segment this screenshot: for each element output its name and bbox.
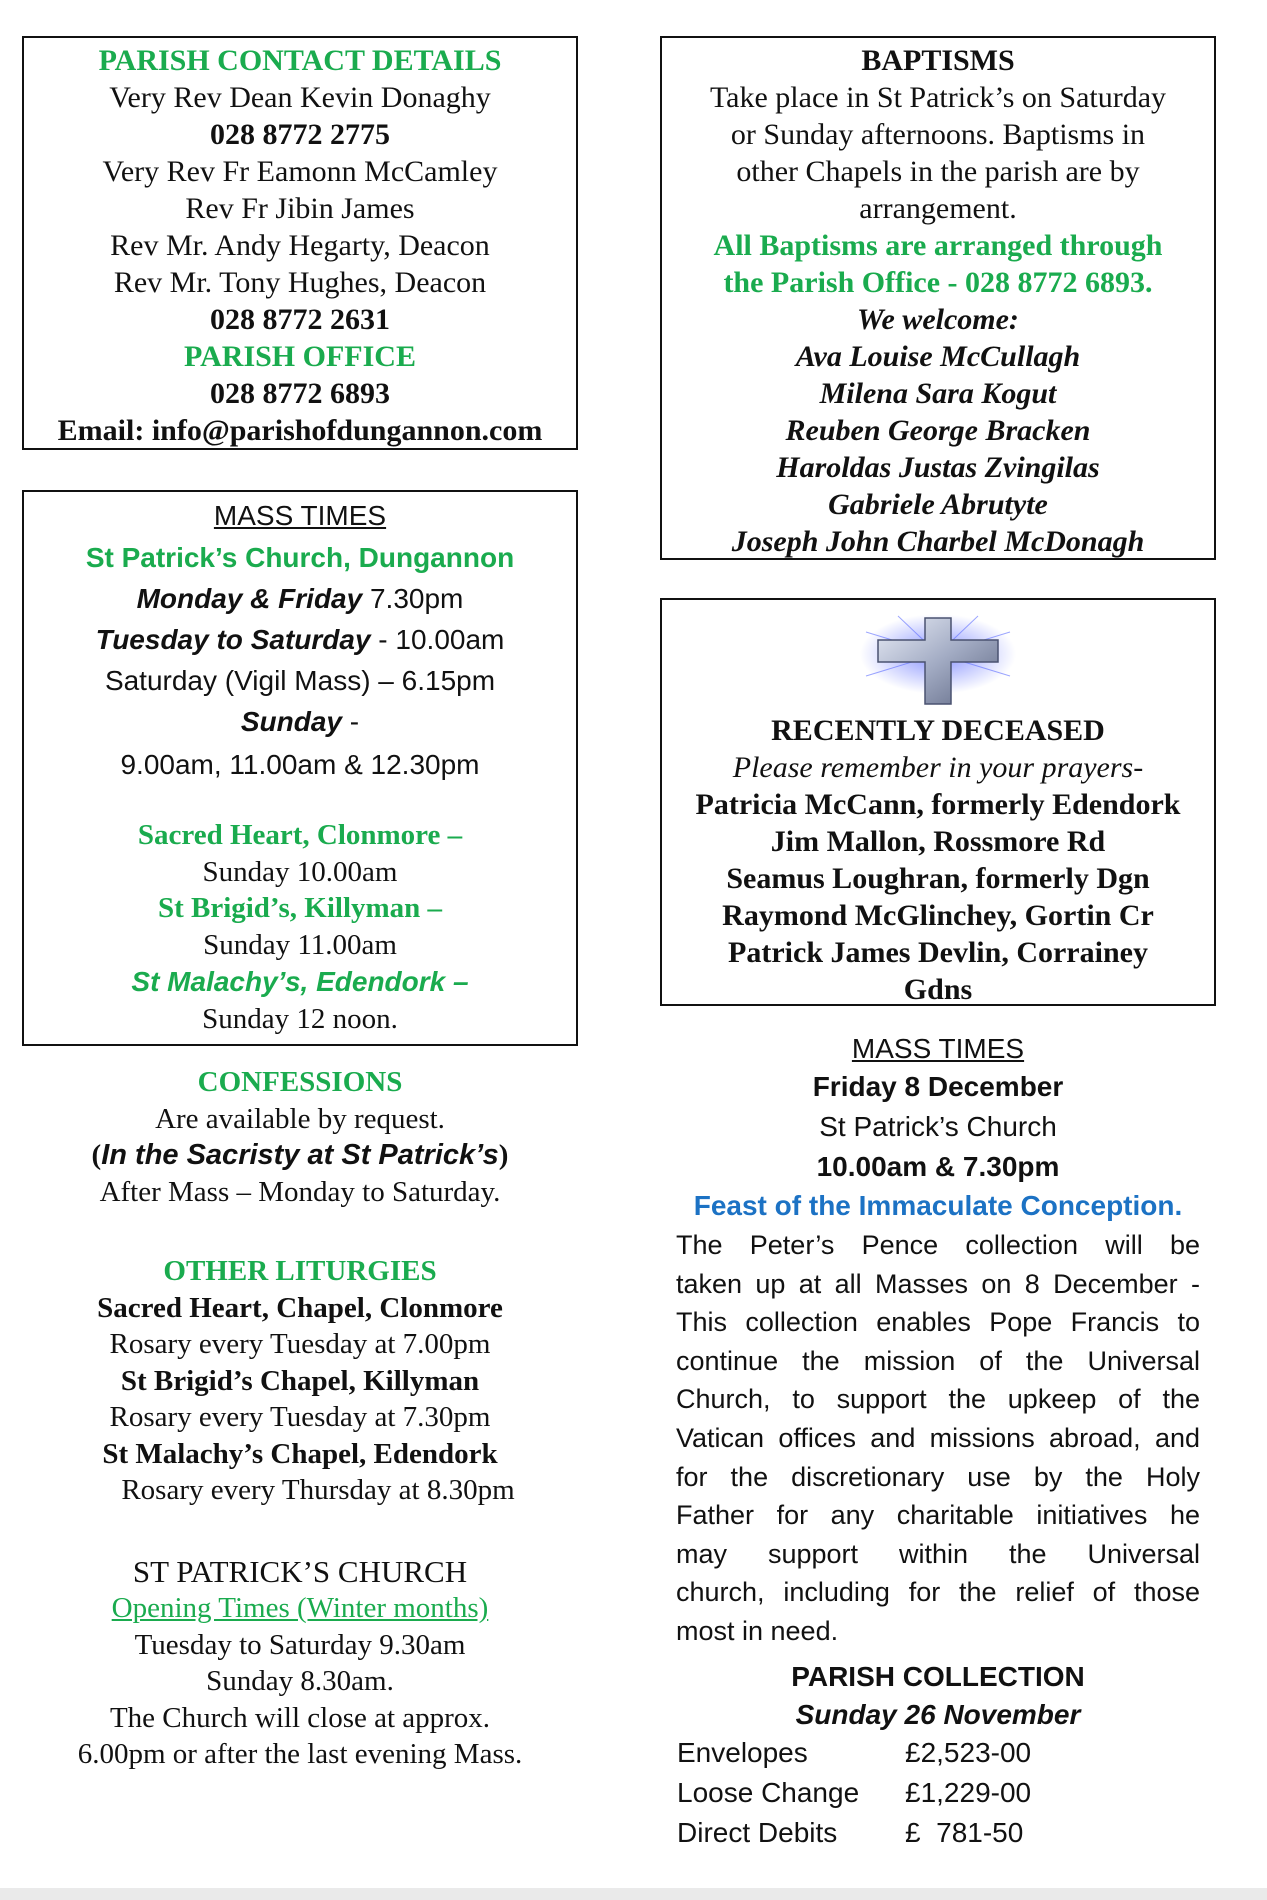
contact-phone-curates: 028 8772 2631: [210, 303, 390, 336]
baptisms-title: BAPTISMS: [861, 44, 1015, 77]
contact-name-hegarty: Rev Mr. Andy Hegarty, Deacon: [110, 229, 490, 262]
special-mass-times: 10.00am & 7.30pm: [816, 1150, 1060, 1182]
church-opening-line: Sunday 8.30am.: [206, 1665, 394, 1697]
paragraph-line: This collection enables Pope Francis to: [676, 1307, 1200, 1338]
baptism-name: Joseph John Charbel McDonagh: [731, 525, 1145, 558]
church-opening-line: Tuesday to Saturday 9.30am: [134, 1628, 466, 1661]
baptism-name: Reuben George Bracken: [785, 414, 1091, 447]
baptisms-line: arrangement.: [859, 192, 1017, 225]
special-mass-feast: Feast of the Immaculate Conception.: [693, 1190, 1183, 1221]
paragraph-line: Vatican offices and missions abroad, and: [676, 1422, 1200, 1453]
collection-label: Direct Debits: [677, 1817, 838, 1848]
collection-date: Sunday 26 November: [795, 1698, 1081, 1730]
mass-sunday-label: [24, 702, 576, 741]
contact-name-dean: Very Rev Dean Kevin Donaghy: [109, 81, 491, 114]
mass-st-brigid: St Brigid’s, Killyman –: [157, 892, 443, 924]
collection-amount: £ 781-50: [905, 1817, 1024, 1848]
mass-tue-sat-day: Tuesday to Saturday: [95, 624, 371, 655]
mass-mon-fri: [24, 579, 576, 618]
cross-icon: [858, 612, 1018, 708]
church-opening-line: 6.00pm or after the last evening Mass.: [77, 1738, 523, 1770]
baptisms-arranged: All Baptisms are arranged through: [713, 229, 1163, 262]
parish-office-phone: 028 8772 6893: [210, 377, 390, 410]
special-mass-church: St Patrick’s Church: [819, 1111, 1057, 1142]
mass-st-malachy: St Malachy’s, Edendork –: [131, 966, 469, 997]
mass-times-title: MASS TIMES: [213, 500, 387, 531]
liturgy-rosary: Rosary every Tuesday at 7.30pm: [109, 1401, 491, 1433]
mass-sunday-dash: -: [342, 706, 360, 737]
confessions-paren-close: ): [498, 1139, 509, 1171]
mass-times-box: [22, 490, 578, 1046]
baptism-name: Milena Sara Kogut: [819, 377, 1057, 410]
paragraph-line: Church, to support the upkeep of the: [676, 1384, 1200, 1415]
paragraph-line: Father for any charitable initiatives he: [676, 1500, 1200, 1531]
collection-amount: £1,229-00: [905, 1777, 1032, 1808]
special-mass-title: MASS TIMES: [851, 1033, 1025, 1064]
paragraph-line: The Peter’s Pence collection will be: [676, 1230, 1200, 1260]
collection-label: Loose Change: [677, 1777, 860, 1808]
collection-label: Envelopes: [677, 1737, 808, 1768]
page-bottom-border: [0, 1888, 1267, 1900]
paragraph-line: taken up at all Masses on 8 December -: [676, 1268, 1200, 1299]
mass-mon-fri-day: Monday & Friday: [136, 583, 363, 614]
confessions-line-2: [22, 1137, 578, 1174]
mass-mon-fri-time: 7.30pm: [362, 583, 464, 614]
collection-title: PARISH COLLECTION: [791, 1661, 1085, 1692]
church-opening-section: [22, 1553, 578, 1773]
baptisms-line: other Chapels in the parish are by: [736, 155, 1140, 188]
church-opening-subtitle: Opening Times (Winter months): [111, 1592, 489, 1624]
deceased-subtitle: Please remember in your prayers-: [732, 751, 1144, 784]
mass-times-church: St Patrick’s Church, Dungannon: [85, 542, 515, 573]
liturgy-place: St Brigid’s Chapel, Killyman: [120, 1364, 480, 1397]
liturgy-place: St Malachy’s Chapel, Edendork: [102, 1437, 498, 1470]
contact-title: PARISH CONTACT DETAILS: [98, 44, 502, 77]
deceased-name: Raymond McGlinchey, Gortin Cr: [722, 899, 1154, 932]
collection-row: [677, 1774, 1097, 1812]
parish-email[interactable]: Email: info@parishofdungannon.com: [57, 414, 543, 447]
spacer: [24, 784, 576, 817]
church-opening-line: The Church will close at approx.: [109, 1701, 491, 1734]
contact-box: [22, 36, 578, 450]
liturgy-rosary: Rosary every Tuesday at 7.00pm: [109, 1328, 491, 1360]
confessions-line-1: Are available by request.: [155, 1102, 445, 1135]
deceased-name: Seamus Loughran, formerly Dgn: [726, 862, 1150, 895]
paragraph-line: may support within the Universal: [676, 1538, 1200, 1569]
mass-sunday-times: 9.00am, 11.00am & 12.30pm: [120, 749, 480, 780]
deceased-title: RECENTLY DECEASED: [771, 714, 1105, 747]
mass-saturday-vigil: Saturday (Vigil Mass) – 6.15pm: [104, 665, 496, 696]
contact-name-mccamley: Very Rev Fr Eamonn McCamley: [102, 155, 498, 188]
collection-amount: £2,523-00: [905, 1737, 1032, 1768]
confessions-line-3: After Mass – Monday to Saturday.: [99, 1175, 501, 1208]
mass-sacred-heart: Sacred Heart, Clonmore –: [137, 819, 463, 851]
collection-row: [677, 1814, 1097, 1852]
baptism-name: Ava Louise McCullagh: [795, 340, 1081, 373]
confessions-paren-open: (: [91, 1139, 102, 1171]
special-mass-date: Friday 8 December: [812, 1070, 1064, 1102]
liturgy-rosary: Rosary every Thursday at 8.30pm: [121, 1474, 515, 1506]
deceased-name: Gdns: [903, 973, 973, 1006]
paragraph-line: for the discretionary use by the Holy: [676, 1461, 1200, 1492]
baptisms-arranged: the Parish Office - 028 8772 6893.: [723, 266, 1153, 299]
mass-tue-sat-time: - 10.00am: [370, 624, 505, 655]
baptism-name: Haroldas Justas Zvingilas: [776, 451, 1100, 484]
baptisms-box: [660, 36, 1216, 560]
confessions-title: CONFESSIONS: [197, 1066, 403, 1098]
parish-office-title: PARISH OFFICE: [184, 340, 416, 373]
paragraph-line: church, including for the relief of those: [676, 1577, 1200, 1608]
paragraph-line: continue the mission of the Universal: [676, 1345, 1200, 1376]
liturgy-place: Sacred Heart, Chapel, Clonmore: [97, 1291, 503, 1324]
peters-pence-paragraph: [676, 1226, 1200, 1651]
confessions-section: [22, 1064, 578, 1210]
contact-name-james: Rev Fr Jibin James: [185, 192, 415, 225]
baptisms-line: or Sunday afternoons. Baptisms in: [730, 118, 1146, 151]
other-liturgies-section: [22, 1253, 578, 1509]
mass-sacred-heart-time: Sunday 10.00am: [202, 855, 398, 888]
collection-row: [677, 1734, 1097, 1772]
other-liturgies-title: OTHER LITURGIES: [163, 1255, 437, 1287]
special-mass-section: [660, 1030, 1216, 1225]
collection-section: [660, 1658, 1216, 1733]
baptisms-welcome: We welcome:: [857, 303, 1019, 336]
contact-name-hughes: Rev Mr. Tony Hughes, Deacon: [113, 266, 487, 299]
mass-sunday-label-text: Sunday: [240, 706, 343, 737]
confessions-sacristy: In the Sacristy at St Patrick’s: [101, 1139, 499, 1171]
mass-st-malachy-time: Sunday 12 noon.: [202, 1002, 398, 1035]
deceased-name: Jim Mallon, Rossmore Rd: [770, 825, 1106, 858]
mass-st-brigid-time: Sunday 11.00am: [203, 928, 397, 961]
baptisms-line: Take place in St Patrick’s on Saturday: [709, 81, 1167, 114]
mass-tue-sat: [24, 620, 576, 659]
deceased-name: Patricia McCann, formerly Edendork: [695, 788, 1181, 821]
deceased-box: [660, 598, 1216, 1006]
paragraph-line: most in need.: [676, 1615, 839, 1646]
baptism-name: Gabriele Abrutyte: [828, 488, 1048, 521]
church-opening-title: ST PATRICK’S CHURCH: [132, 1554, 468, 1589]
contact-phone-dean: 028 8772 2775: [210, 118, 390, 151]
deceased-name: Patrick James Devlin, Corrainey: [728, 936, 1148, 969]
